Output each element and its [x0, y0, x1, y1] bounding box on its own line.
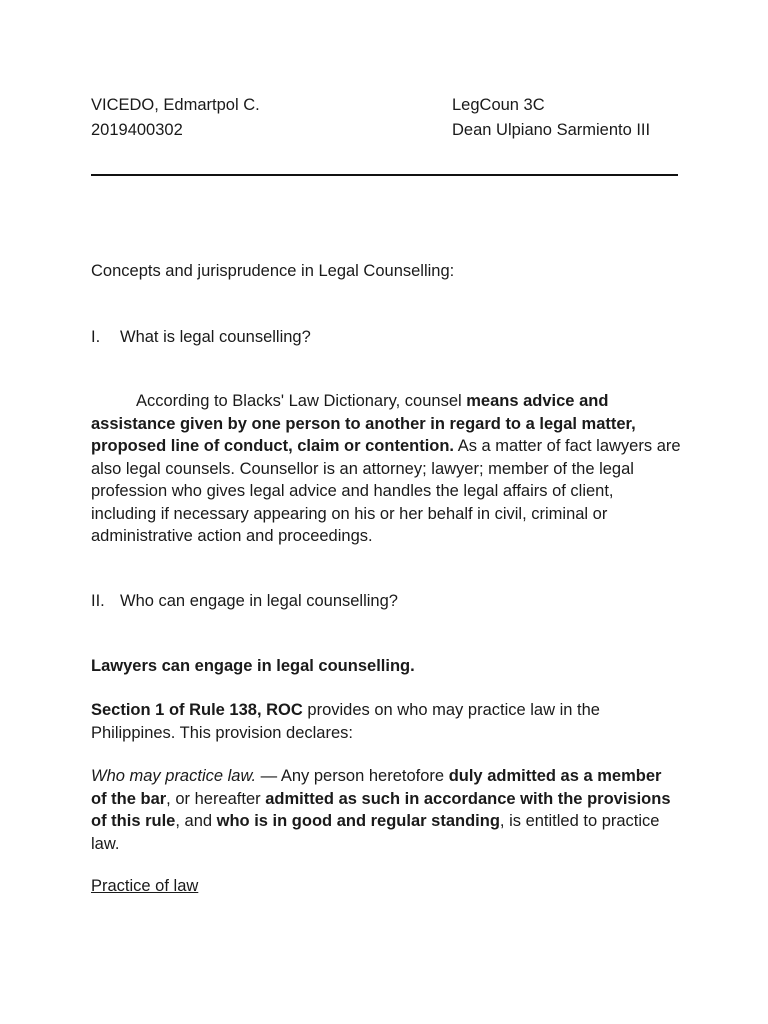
course-code: LegCoun 3C [452, 96, 545, 114]
course-info [452, 93, 650, 143]
practice-of-law-heading: Practice of law [91, 877, 199, 895]
section-1-text: provides on who may practice law in the Philippines. This provision declares: [91, 701, 600, 742]
provision-text-d: , is entitled to practice law. [91, 812, 660, 853]
provision-quote [91, 765, 681, 855]
provision-bold-a: duly admitted as a member of the bar [91, 767, 662, 808]
question-2-text: Who can engage in legal counselling? [120, 592, 398, 610]
question-1-text: What is legal counselling? [120, 328, 311, 346]
provision-bold-b: admitted as such in accordance with the provisions of this rule [91, 789, 671, 830]
document-heading: Concepts and jurisprudence in Legal Counselling: [91, 262, 455, 280]
answer-1-text-a: According to Blacks' Law Dictionary, counsel [136, 392, 467, 410]
provision-text-c: , and [175, 812, 217, 830]
question-2 [91, 590, 681, 613]
student-id: 2019400302 [91, 121, 183, 139]
question-2-number: II. [91, 592, 105, 610]
provision-text-a: — Any person heretofore [256, 767, 449, 785]
provision-text-b: , or hereafter [166, 789, 266, 808]
answer-1-paragraph [91, 390, 681, 548]
instructor-name: Dean Ulpiano Sarmiento III [452, 121, 651, 139]
section-1-paragraph [91, 699, 681, 744]
answer-1-definition: means advice and assistance given by one person to another in regard to a legal matter, proposed line of conduct, claim or contention. [91, 392, 636, 455]
lawyers-statement: Lawyers can engage in legal counselling. [91, 657, 415, 675]
question-1-number: I. [91, 328, 101, 346]
student-name: VICEDO, Edmartpol C. [91, 96, 260, 114]
section-1-citation: Section 1 of Rule 138, ROC [91, 701, 303, 719]
provision-title: Who may practice law. [91, 767, 257, 785]
question-1 [91, 326, 681, 349]
provision-bold-c: who is in good and regular standing [216, 812, 500, 830]
student-info [91, 93, 260, 143]
answer-1-text-b: As a matter of fact lawyers are also legal counsels. Counsellor is an attorney; lawyer; member of the legal profession who gives legal advice and handles the legal affairs of client, including if necessary appearing on his or her behalf in civil, criminal or administrative action and proceedings. [91, 437, 681, 545]
header-divider [91, 174, 678, 176]
